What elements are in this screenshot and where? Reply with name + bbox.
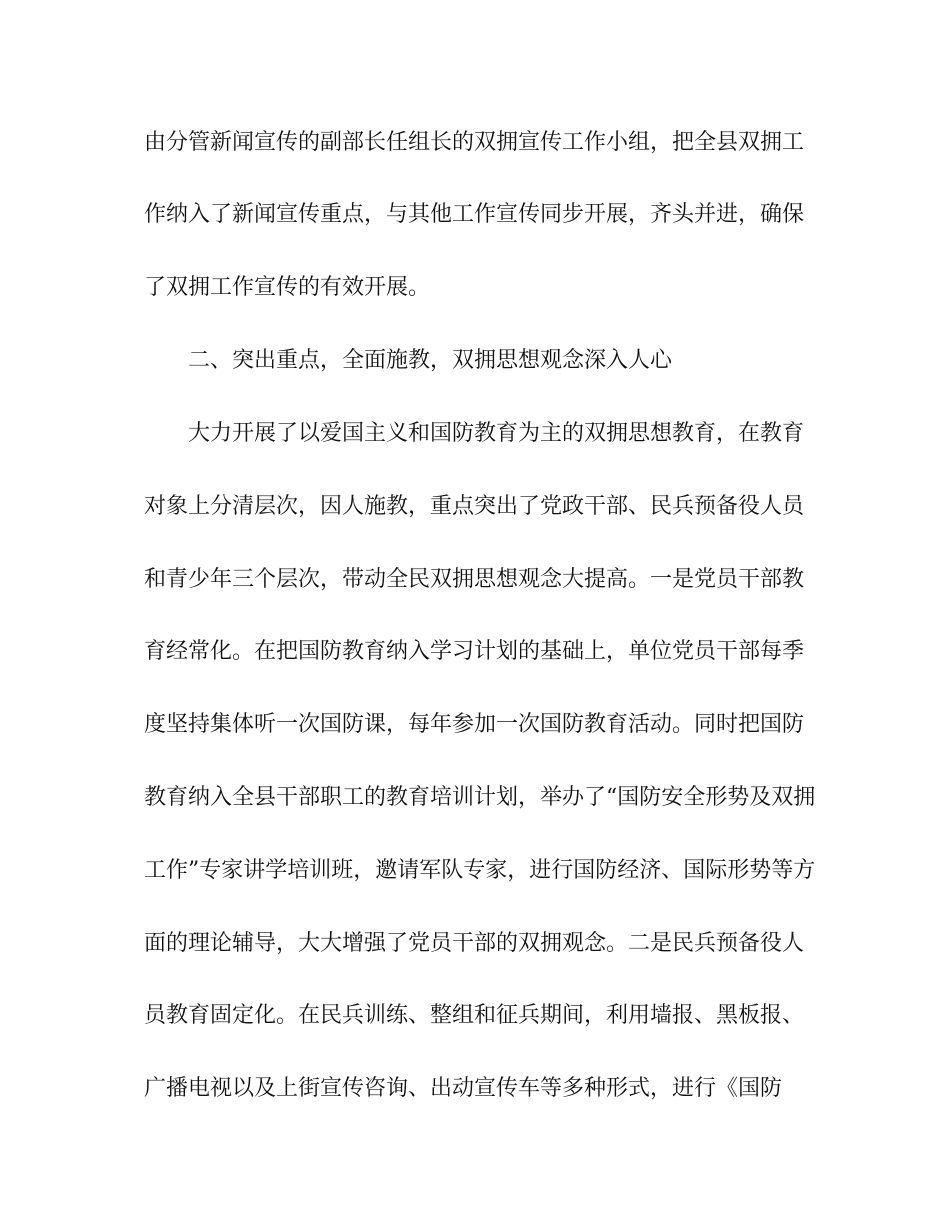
- text-line: 员教育固定化。在民兵训练、整组和征兵期间，利用墙报、黑板报、: [144, 1003, 805, 1028]
- text-line: 面的理论辅导，大大增强了党员干部的双拥观念。二是民兵预备役人: [144, 931, 805, 956]
- text-line: 工作”专家讲学培训班，邀请军队专家，进行国防经济、国际形势等方: [144, 858, 816, 883]
- text-line: 和青少年三个层次，带动全民双拥思想观念大提高。一是党员干部教: [144, 567, 805, 592]
- text-line: 度坚持集体听一次国防课，每年参加一次国防教育活动。同时把国防: [144, 712, 805, 737]
- text-line: 广播电视以及上街宣传咨询、出动宣传车等多种形式，进行《国防: [144, 1076, 783, 1101]
- text-line: 作纳入了新闻宣传重点，与其他工作宣传同步开展，齐头并进，确保: [144, 202, 805, 227]
- text-line: 大力开展了以爱国主义和国防教育为主的双拥思想教育，在教育: [188, 421, 805, 446]
- text-line: 由分管新闻宣传的副部长任组长的双拥宣传工作小组，把全县双拥工: [144, 130, 805, 155]
- text-line: 育经常化。在把国防教育纳入学习计划的基础上，单位党员干部每季: [144, 639, 805, 664]
- text-line: 对象上分清层次，因人施教，重点突出了党政干部、民兵预备役人员: [144, 494, 805, 519]
- text-line: 教育纳入全县干部职工的教育培训计划，举办了“国防安全形势及双拥: [144, 785, 816, 810]
- text-line: 了双拥工作宣传的有效开展。: [144, 275, 431, 300]
- section-heading: 二、突出重点，全面施教，双拥思想观念深入人心: [188, 348, 673, 373]
